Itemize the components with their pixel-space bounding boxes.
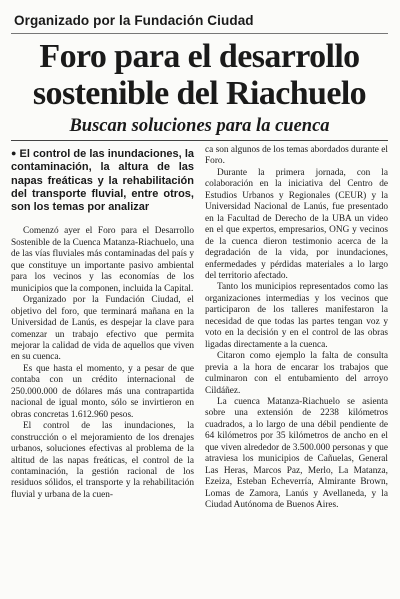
paragraph: Durante la primera jornada, con la colaboración en la iniciativa del Centro de Estudios Urbanos y Regionales (CEUR) y la Universidad Nacional de Lanús, fue presentado en la Facultad de Derecho de la UBA un video en el que expertos, empresarios, ONG y vecinos de la cuenca dieron testimonio acerca de la degradación de la vida, por inundaciones, enfermedades y pérdidas materiales a lo largo del territorio afectado. xyxy=(205,167,388,281)
paragraph: La cuenca Matanza-Riachuelo se asienta sobre una extensión de 2238 kilómetros cuadrados, a lo largo de una débil pendiente de 64 kilómetros por 35 kilómetros de ancho en el que viven alrededor de 3.500.000 personas y que atraviesa los municipios de Cañuelas, General Las Heras, Marcos Paz, Merlo, La Matanza, Ezeiza, Esteban Echeverría, Almirante Brown, Lomas de Zamora, Lanús y Avellaneda, y la Ciudad Autónoma de Buenos Aires. xyxy=(205,396,388,511)
bullet-icon: ● xyxy=(11,148,17,158)
divider xyxy=(11,140,388,141)
headline-line-1: Foro para el desarrollo xyxy=(39,38,360,75)
lead-summary xyxy=(11,147,194,214)
lead-text: El control de las inundaciones, la contaminación, la altura de las napas freáticas y la rehabilitación del transporte fluvial, entre otros, son los temas por analizar xyxy=(11,148,194,214)
paragraph: El control de las inundaciones, la construcción o el mejoramiento de los drenajes urbanos, soluciones efectivas al problema de la altitud de las napas freáticas, el control de la contaminación, la gestión racional de los residuos sólidos, el transporte y la rehabilitación fluvial y urbana de la cuen- xyxy=(11,421,194,500)
column-left xyxy=(11,145,194,512)
paragraph: Organizado por la Fundación Ciudad, el objetivo del foro, que terminará mañana en la Universidad de Lanús, es despejar la clave para comenzar un trabajo efectivo que permita mejorar la calidad de vida de aquellos que viven en su cuenca. xyxy=(11,295,194,363)
headline-line-2: sostenible del Riachuelo xyxy=(32,75,367,112)
paragraph: ca son algunos de los temas abordados durante el Foro. xyxy=(205,145,388,167)
headline xyxy=(11,38,388,112)
paragraph: Citaron como ejemplo la falta de consulta previa a la hora de encarar los trabajos que culminaron con el entubamiento del arroyo Cildáñez. xyxy=(205,351,388,396)
paragraph: Tanto los municipios representados como las organizaciones intermedias y los vecinos que participaron de los talleres manifestaron la necesidad de que todas las partes tengan voz y voto en la decisión y en el control de las obras ligadas directamente a la cuenca. xyxy=(205,282,388,350)
kicker: Organizado por la Fundación Ciudad xyxy=(11,12,388,34)
paragraph: Comenzó ayer el Foro para el Desarrollo Sostenible de la Cuenca Matanza-Riachuelo, una de las vías fluviales más contaminadas del país y que constituye un importante pasivo ambiental para los vecinos y las economías de los municipios que la componen, incluida la Capital. xyxy=(11,226,194,294)
subheadline: Buscan soluciones para la cuenca xyxy=(69,116,330,136)
article-columns xyxy=(11,145,388,512)
column-right xyxy=(205,145,388,512)
paragraph: Es que hasta el momento, y a pesar de que contaba con un crédito internacional de 250.000.000 de dólares más una contrapartida nacional de igual monto, sólo se invirtieron en obras concretas 1.612.960 pesos. xyxy=(11,363,194,420)
news-clipping xyxy=(11,12,388,512)
